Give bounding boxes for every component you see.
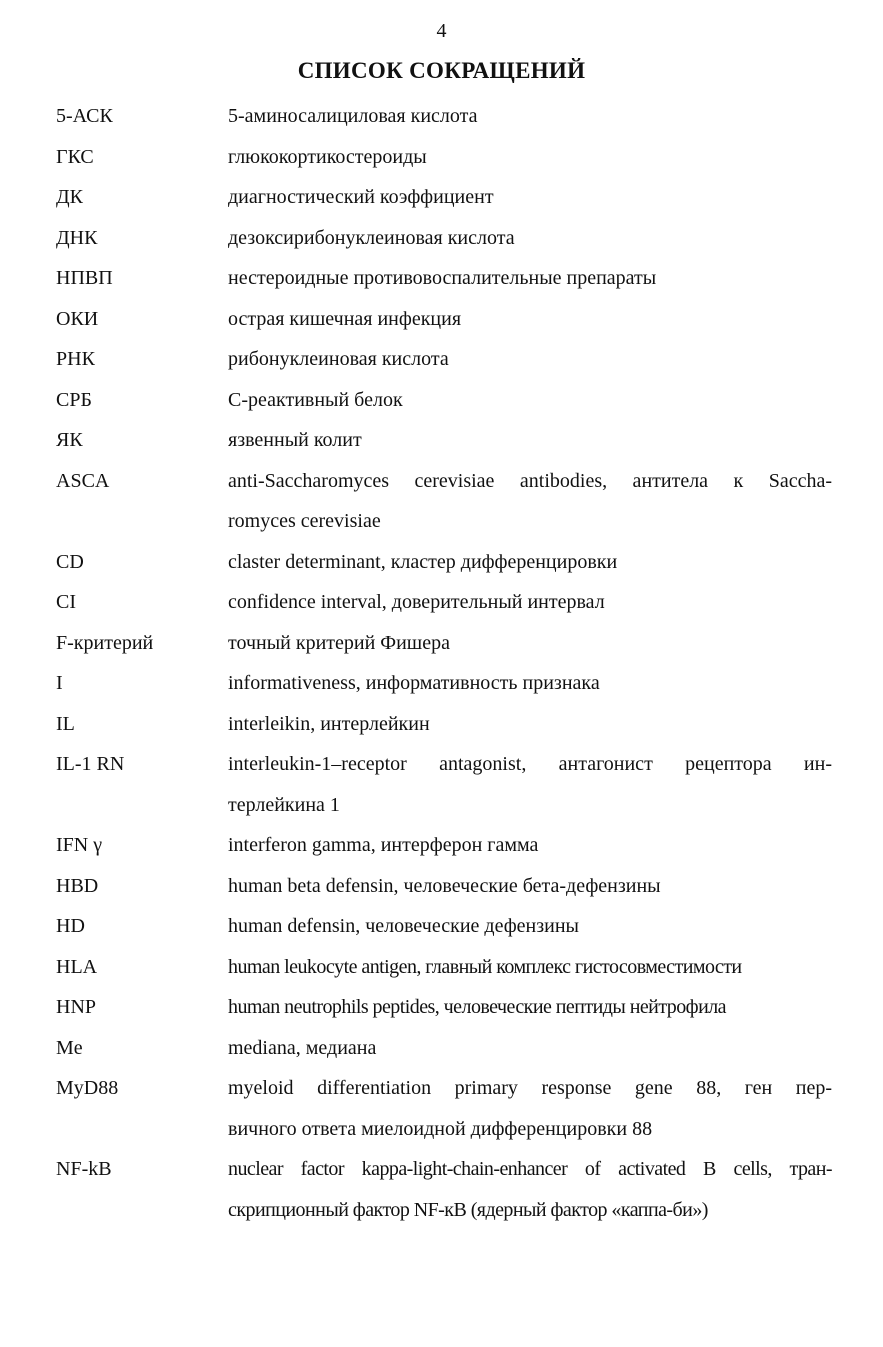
abbreviation-term: HLA (56, 955, 98, 978)
abbreviation-term: F-критерий (56, 631, 154, 654)
definition-line: claster determinant, кластер дифференцировки (228, 550, 618, 573)
abbreviation-definition (228, 1068, 832, 1149)
abbreviation-definition (228, 663, 832, 704)
abbreviation-row (56, 825, 836, 866)
abbreviation-list (56, 96, 836, 1230)
abbreviation-term: ДК (56, 186, 83, 208)
definition-line: нестероидные противовоспалительные препараты (228, 267, 657, 289)
abbreviation-definition (228, 704, 832, 745)
abbreviation-definition (228, 1149, 832, 1230)
abbreviation-row (56, 258, 836, 299)
abbreviation-term: РНК (56, 348, 95, 370)
definition-line: точный критерий Фишера (228, 631, 450, 654)
abbreviation-term: CD (56, 550, 84, 573)
abbreviation-term: NF-kB (56, 1158, 112, 1180)
abbreviation-row (56, 420, 836, 461)
abbreviation-row (56, 906, 836, 947)
abbreviation-row (56, 96, 836, 137)
abbreviation-row (56, 380, 836, 421)
definition-line: interleukin-1–receptor antagonist, антагонист рецептора ин- (228, 753, 832, 775)
abbreviation-row (56, 663, 836, 704)
definition-line: mediana, медиана (228, 1036, 377, 1059)
abbreviation-term: ОКИ (56, 307, 99, 330)
definition-line: human leukocyte antigen, главный комплекс гистосовместимости (228, 955, 742, 978)
abbreviation-row (56, 137, 836, 178)
abbreviation-definition (228, 582, 832, 623)
definition-line: диагностический коэффициент (228, 186, 494, 208)
abbreviation-term: ЯК (56, 429, 83, 451)
abbreviation-term: ГКС (56, 145, 94, 168)
abbreviation-definition (228, 218, 832, 259)
definition-line: дезоксирибонуклеиновая кислота (228, 226, 515, 249)
abbreviation-term: Me (56, 1036, 83, 1059)
abbreviation-term: HBD (56, 874, 99, 897)
abbreviation-row (56, 1028, 836, 1069)
definition-line: С-реактивный белок (228, 388, 403, 411)
abbreviation-row (56, 947, 836, 988)
page-number: 4 (436, 20, 447, 42)
abbreviation-term: CI (56, 591, 76, 613)
abbreviation-term: ASCA (56, 469, 110, 492)
abbreviation-definition (228, 96, 832, 137)
abbreviation-definition (228, 987, 832, 1028)
abbreviation-row (56, 299, 836, 340)
abbreviation-definition (228, 339, 832, 380)
abbreviation-row (56, 866, 836, 907)
definition-line: nuclear factor kappa-light-chain-enhancer of activated B cells, тран- (228, 1158, 832, 1180)
definition-line: interferon gamma, интерферон гамма (228, 834, 539, 856)
abbreviation-term: IL-1 RN (56, 753, 125, 775)
abbreviation-definition (228, 299, 832, 340)
abbreviation-definition (228, 866, 832, 907)
abbreviation-row (56, 461, 836, 542)
abbreviation-term: HD (56, 915, 85, 937)
page-title: СПИСОК СОКРАЩЕНИЙ (297, 58, 586, 83)
abbreviation-row (56, 744, 836, 825)
abbreviation-definition (228, 420, 832, 461)
abbreviation-definition (228, 461, 832, 542)
abbreviation-term: СРБ (56, 388, 92, 411)
abbreviation-term: ДНК (56, 226, 98, 249)
definition-line: глюкокортикостероиды (228, 145, 427, 168)
definition-line: рибонуклеиновая кислота (228, 348, 449, 370)
abbreviation-row (56, 339, 836, 380)
definition-line: терлейкина 1 (228, 793, 340, 816)
abbreviation-term: IL (56, 712, 75, 735)
abbreviation-row (56, 177, 836, 218)
abbreviation-row (56, 704, 836, 745)
definition-line: острая кишечная инфекция (228, 307, 462, 330)
definition-line: informativeness, информативность признака (228, 672, 600, 694)
abbreviation-term: I (56, 672, 63, 694)
definition-line: myeloid differentiation primary response gene 88, ген пер- (228, 1077, 832, 1099)
abbreviation-definition (228, 623, 832, 664)
abbreviation-row (56, 542, 836, 583)
definition-line: interleikin, интерлейкин (228, 712, 430, 735)
abbreviation-definition (228, 744, 832, 825)
abbreviation-row (56, 1149, 836, 1230)
abbreviation-term: MyD88 (56, 1077, 119, 1099)
definition-line: вичного ответа миелоидной дифференцировки 88 (228, 1117, 653, 1140)
abbreviation-definition (228, 906, 832, 947)
abbreviation-definition (228, 258, 832, 299)
definition-line: anti-Saccharomyces cerevisiae antibodies, антитела к Saccha- (228, 469, 832, 492)
abbreviation-term: НПВП (56, 267, 113, 289)
abbreviation-definition (228, 1028, 832, 1069)
definition-line: скрипционный фактор NF-кB (ядерный фактор «каппа-би») (228, 1198, 708, 1221)
definition-line: 5-аминосалициловая кислота (228, 105, 478, 127)
definition-line: human neutrophils peptides, человеческие пептиды нейтрофила (228, 996, 726, 1018)
abbreviation-term: HNP (56, 996, 97, 1018)
abbreviation-definition (228, 825, 832, 866)
definition-line: human beta defensin, человеческие бета-дефензины (228, 874, 661, 897)
abbreviation-term: 5-АСК (56, 105, 113, 127)
definition-line: confidence interval, доверительный интервал (228, 591, 605, 613)
abbreviation-row (56, 218, 836, 259)
abbreviation-definition (228, 380, 832, 421)
abbreviation-definition (228, 137, 832, 178)
abbreviation-term: IFN γ (56, 834, 103, 856)
abbreviation-definition (228, 177, 832, 218)
abbreviation-row (56, 623, 836, 664)
definition-line: romyces cerevisiae (228, 510, 381, 532)
definition-line: human defensin, человеческие дефензины (228, 915, 579, 937)
abbreviation-row (56, 582, 836, 623)
abbreviation-definition (228, 542, 832, 583)
abbreviation-definition (228, 947, 832, 988)
abbreviation-row (56, 987, 836, 1028)
definition-line: язвенный колит (228, 429, 362, 451)
abbreviation-row (56, 1068, 836, 1149)
